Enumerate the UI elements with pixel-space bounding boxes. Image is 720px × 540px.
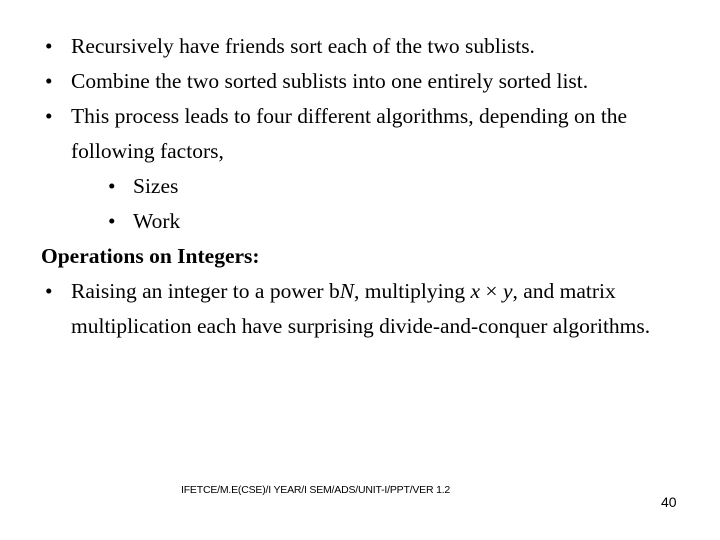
var-y: y xyxy=(502,279,513,303)
bullet-icon: • xyxy=(45,34,53,58)
footer-text: IFETCE/M.E(CSE)/I YEAR/I SEM/ADS/UNIT-I/PPT/VER 1.2 xyxy=(181,484,451,496)
times-symbol: × xyxy=(480,279,503,303)
section-heading: Operations on Integers: xyxy=(41,244,260,268)
var-x: x xyxy=(470,279,481,303)
var-b: b xyxy=(328,279,340,303)
page-number: 40 xyxy=(661,494,677,510)
text-segment: , and matrix multiplication each have surprising divide-and-conquer algorithms. xyxy=(71,279,651,338)
bullet-icon: • xyxy=(45,69,53,93)
bullet-text xyxy=(71,279,650,338)
bullet-item xyxy=(41,99,701,169)
sub-bullet-icon: • xyxy=(108,209,116,233)
bullet-item xyxy=(41,64,701,99)
sub-bullet-icon: • xyxy=(108,174,116,198)
slide-content xyxy=(41,29,701,344)
sub-bullet-item xyxy=(41,204,701,239)
sub-bullet-text: Sizes xyxy=(133,174,179,198)
bullet-icon: • xyxy=(45,279,53,303)
text-segment: Raising an integer to a power xyxy=(71,279,329,303)
sub-bullet-text: Work xyxy=(133,209,181,233)
bullet-text: Recursively have friends sort each of the two sublists. xyxy=(71,34,535,58)
bullet-item xyxy=(41,274,701,344)
sub-bullet-item xyxy=(41,169,701,204)
bullet-item xyxy=(41,29,701,64)
text-segment: , multiplying xyxy=(354,279,471,303)
bullet-text: This process leads to four different algorithms, depending on the following factors, xyxy=(71,104,628,163)
bullet-icon: • xyxy=(45,104,53,128)
bullet-text: Combine the two sorted sublists into one entirely sorted list. xyxy=(71,69,589,93)
var-n: N xyxy=(339,279,355,303)
